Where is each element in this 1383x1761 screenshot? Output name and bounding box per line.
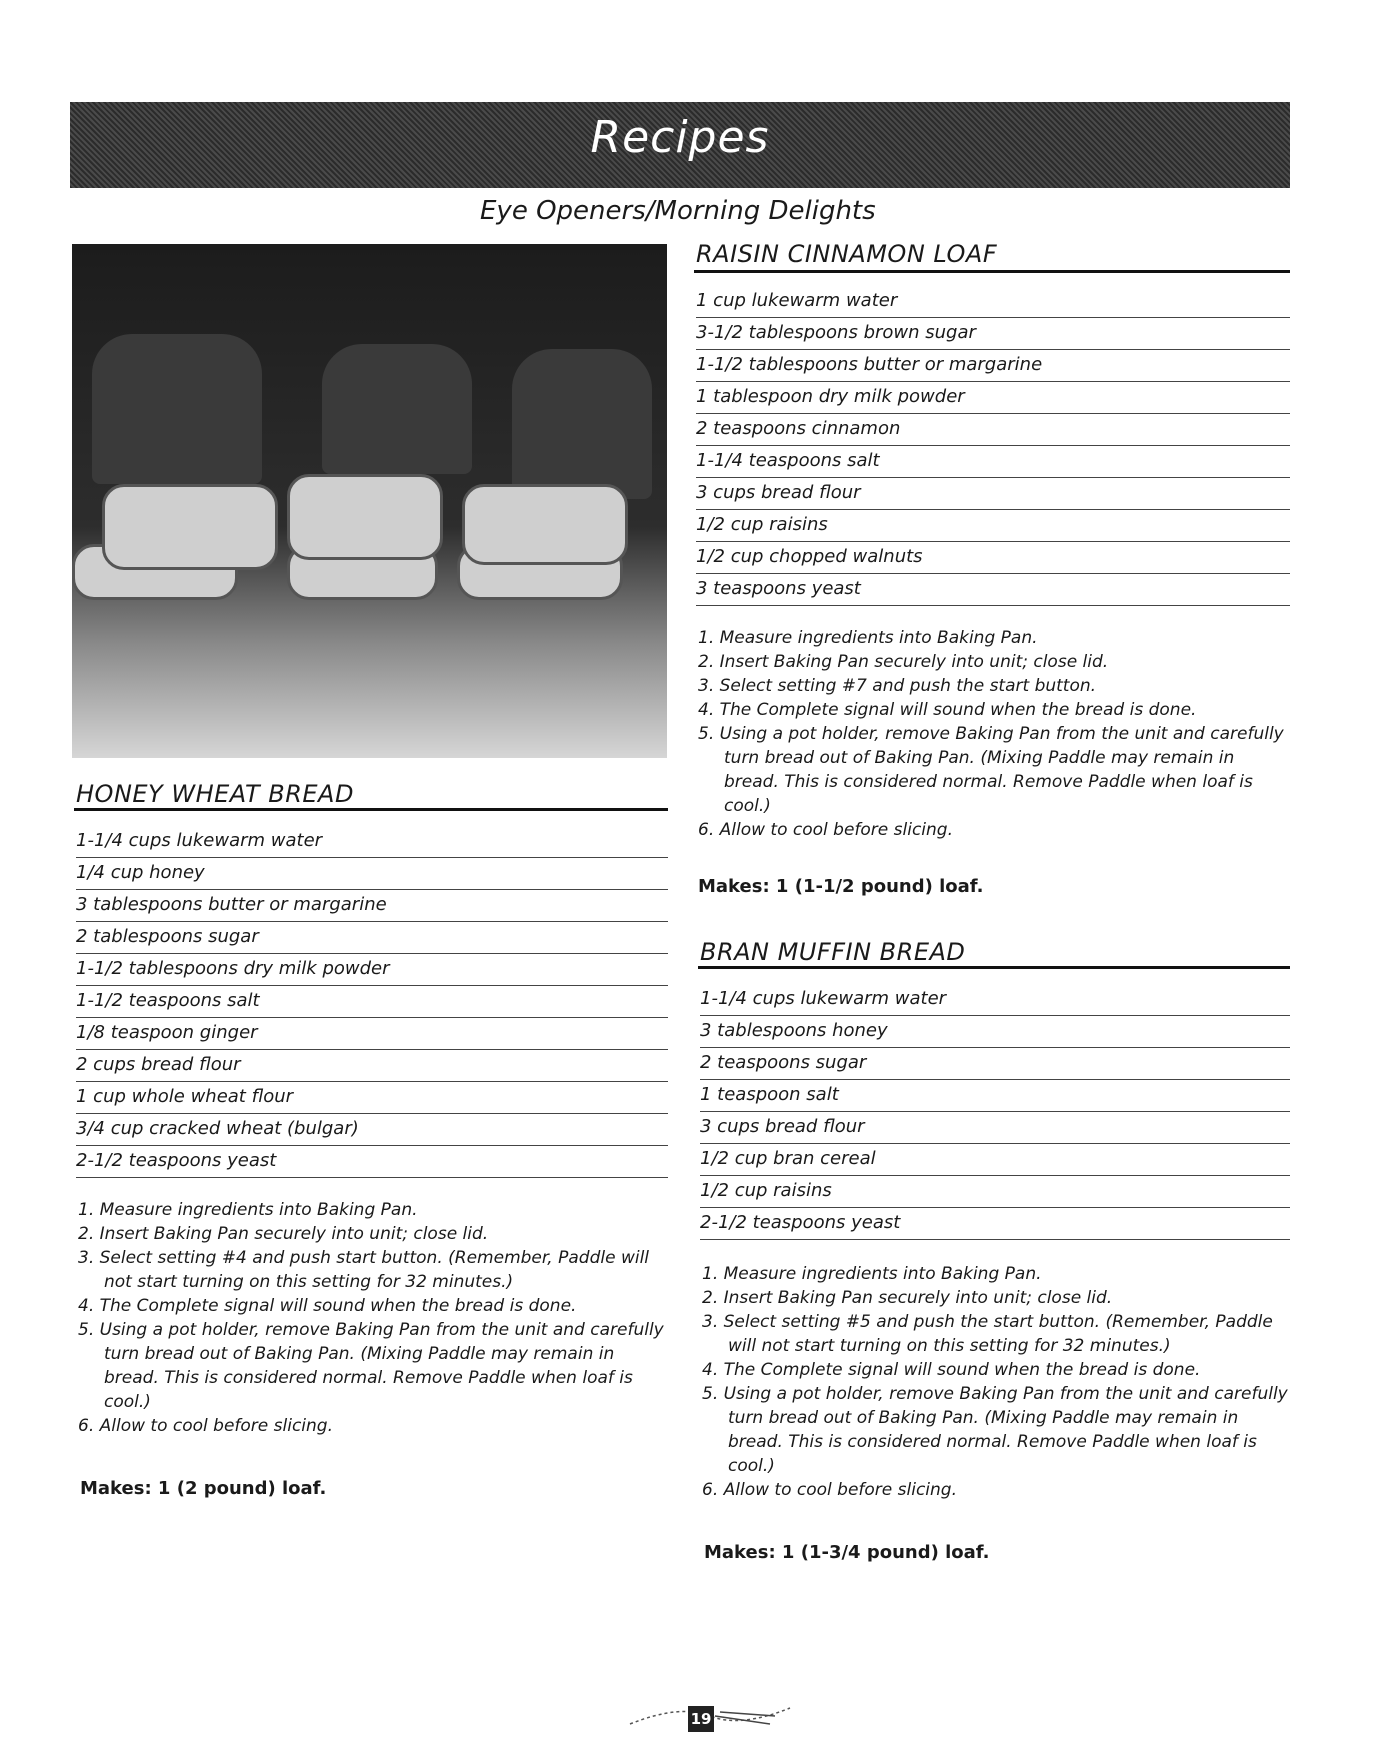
bran-steps — [702, 1262, 1290, 1502]
step: 5. Using a pot holder, remove Baking Pan from the unit and carefully turn bread out of Baking Pan. (Mixing Paddle may remain in bread. This is considered normal. Remove Paddle when loaf is cool.) — [78, 1320, 664, 1412]
ingredient: 1 cup lukewarm water — [696, 286, 1290, 318]
loaf-middle — [322, 344, 472, 474]
bran-makes: Makes: 1 (1-3/4 pound) loaf. — [704, 1542, 990, 1563]
bread-photo — [72, 244, 667, 758]
slice-right — [462, 484, 628, 565]
step: 2. Insert Baking Pan securely into unit; close lid. — [698, 652, 1109, 672]
raisin-ingredients — [696, 286, 1290, 606]
step: 2. Insert Baking Pan securely into unit; close lid. — [702, 1288, 1113, 1308]
ingredient: 3 tablespoons honey — [700, 1016, 1290, 1048]
banner-title: Recipes — [590, 112, 770, 163]
step: 1. Measure ingredients into Baking Pan. — [78, 1200, 418, 1220]
raisin-makes: Makes: 1 (1-1/2 pound) loaf. — [698, 876, 984, 897]
step: 1. Measure ingredients into Baking Pan. — [702, 1264, 1042, 1284]
step: 4. The Complete signal will sound when the bread is done. — [698, 700, 1197, 720]
honey-ingredients — [76, 826, 668, 1178]
step: 6. Allow to cool before slicing. — [698, 820, 953, 840]
ingredient: 3 cups bread flour — [700, 1112, 1290, 1144]
honey-makes: Makes: 1 (2 pound) loaf. — [80, 1478, 327, 1499]
bran-ingredients — [700, 984, 1290, 1240]
ingredient: 3/4 cup cracked wheat (bulgar) — [76, 1114, 668, 1146]
ingredient: 2-1/2 teaspoons yeast — [700, 1208, 1290, 1240]
ingredient: 2 tablespoons sugar — [76, 922, 668, 954]
ingredient: 2 teaspoons cinnamon — [696, 414, 1290, 446]
step: 1. Measure ingredients into Baking Pan. — [698, 628, 1038, 648]
ingredient: 1-1/4 cups lukewarm water — [76, 826, 668, 858]
ingredient: 3 cups bread flour — [696, 478, 1290, 510]
ingredient: 1-1/4 teaspoons salt — [696, 446, 1290, 478]
bran-title-rule — [698, 966, 1290, 969]
loaf-right — [512, 349, 652, 499]
step: 2. Insert Baking Pan securely into unit; close lid. — [78, 1224, 489, 1244]
step: 3. Select setting #7 and push the start button. — [698, 676, 1097, 696]
raisin-title-rule — [694, 270, 1290, 273]
ingredient: 1-1/2 teaspoons salt — [76, 986, 668, 1018]
step: 6. Allow to cool before slicing. — [702, 1480, 957, 1500]
ingredient: 1 teaspoon salt — [700, 1080, 1290, 1112]
loaf-left — [92, 334, 262, 484]
bran-title: BRAN MUFFIN BREAD — [700, 938, 966, 966]
ingredient: 2-1/2 teaspoons yeast — [76, 1146, 668, 1178]
ingredient: 1/2 cup bran cereal — [700, 1144, 1290, 1176]
raisin-steps — [698, 626, 1288, 842]
section-title: Eye Openers/Morning Delights — [480, 196, 876, 226]
ingredient: 2 cups bread flour — [76, 1050, 668, 1082]
ingredient: 3-1/2 tablespoons brown sugar — [696, 318, 1290, 350]
honey-title-rule — [74, 808, 668, 811]
slice-middle — [287, 474, 443, 560]
ingredient: 1/8 teaspoon ginger — [76, 1018, 668, 1050]
step: 3. Select setting #5 and push the start button. (Remember, Paddle will not start turning on this setting for 32 minutes.) — [702, 1312, 1273, 1356]
ingredient: 1/4 cup honey — [76, 858, 668, 890]
step: 6. Allow to cool before slicing. — [78, 1416, 333, 1436]
ingredient: 1-1/4 cups lukewarm water — [700, 984, 1290, 1016]
step: 4. The Complete signal will sound when the bread is done. — [78, 1296, 577, 1316]
ingredient: 3 teaspoons yeast — [696, 574, 1290, 606]
ingredient: 1 tablespoon dry milk powder — [696, 382, 1290, 414]
step: 4. The Complete signal will sound when the bread is done. — [702, 1360, 1201, 1380]
raisin-title: RAISIN CINNAMON LOAF — [696, 240, 998, 268]
page-number: 19 — [688, 1706, 714, 1732]
recipes-banner — [70, 102, 1290, 188]
ingredient: 3 tablespoons butter or margarine — [76, 890, 668, 922]
ingredient: 1-1/2 tablespoons dry milk powder — [76, 954, 668, 986]
step: 5. Using a pot holder, remove Baking Pan from the unit and carefully turn bread out of Baking Pan. (Mixing Paddle may remain in bread. This is considered normal. Remove Paddle when loaf is cool.) — [702, 1384, 1288, 1476]
ingredient: 2 teaspoons sugar — [700, 1048, 1290, 1080]
ingredient: 1/2 cup chopped walnuts — [696, 542, 1290, 574]
step: 3. Select setting #4 and push start button. (Remember, Paddle will not start turning on this setting for 32 minutes.) — [78, 1248, 650, 1292]
ingredient: 1-1/2 tablespoons butter or margarine — [696, 350, 1290, 382]
honey-title: HONEY WHEAT BREAD — [76, 780, 354, 808]
ingredient: 1 cup whole wheat flour — [76, 1082, 668, 1114]
ingredient: 1/2 cup raisins — [696, 510, 1290, 542]
step: 5. Using a pot holder, remove Baking Pan from the unit and carefully turn bread out of Baking Pan. (Mixing Paddle may remain in bread. This is considered normal. Remove Paddle when loaf is cool.) — [698, 724, 1284, 816]
ingredient: 1/2 cup raisins — [700, 1176, 1290, 1208]
slice-left — [102, 484, 278, 570]
honey-steps — [78, 1198, 668, 1438]
